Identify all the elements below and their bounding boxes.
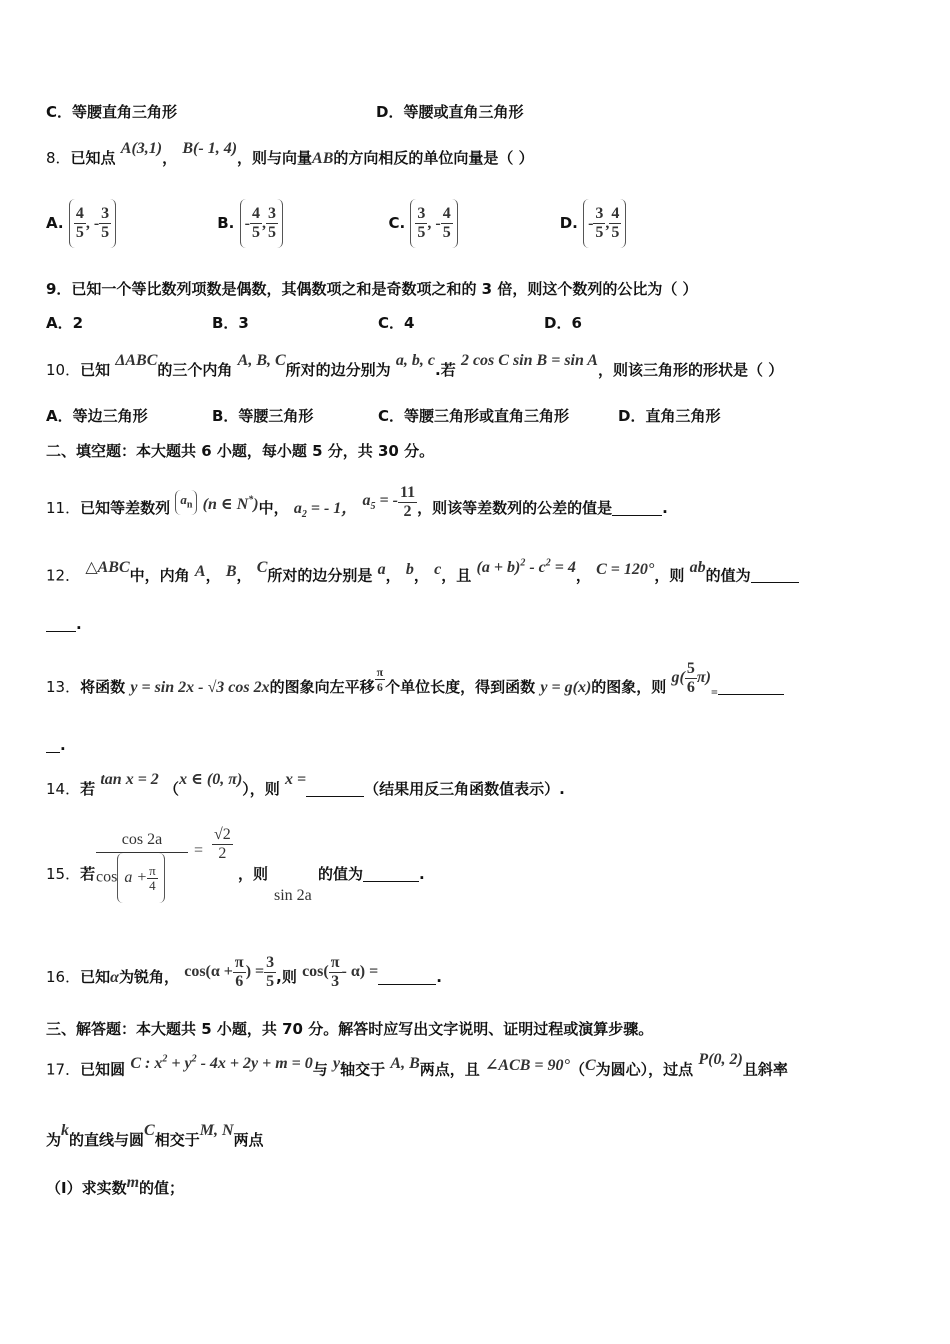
q7-option-c: C．等腰直角三角形	[46, 103, 178, 121]
q8-a-vector: $\frac{4}{5}$ , - $\frac{3}{5}$	[69, 199, 116, 248]
question-8: 8．已知点 A(3,1)， B(- 1, 4)，则与向量AB的方向相反的单位向量是（ ）	[46, 140, 534, 167]
q13-answer-blank-cont[interactable]	[46, 737, 60, 753]
point-b: B(- 1, 4)	[182, 140, 238, 157]
q11-domain: (n ∈ N*)	[202, 494, 259, 513]
question-9: 9．已知一个等比数列项数是偶数，其偶数项之和是奇数项之和的 3 倍，则这个数列的公比为（ ）	[46, 280, 698, 298]
q14-answer-blank[interactable]	[306, 781, 364, 797]
q15-rhs: $\frac{√2}{2}$	[214, 826, 231, 862]
q10-option-b: B．等腰三角形	[212, 407, 314, 425]
q8-c-vector: $\frac{3}{5}$ , - $\frac{4}{5}$	[410, 199, 457, 248]
question-12: 12． △ABC中，内角 A， B， C所对的边分别是 a， b， c，且 $(a + b)^2 - c^2 = 4$， C = 120°，则 ab的值为	[46, 562, 799, 586]
section-3-heading: 三、解答题：本大题共 5 小题，共 70 分。解答时应写出文字说明、证明过程或演算步骤。	[46, 1020, 654, 1038]
q15-answer-blank[interactable]	[363, 866, 419, 882]
section-2-heading: 二、填空题：本大题共 6 小题，每小题 5 分，共 30 分。	[46, 442, 435, 460]
question-14: 14．若 tan x = 2 （x ∈ (0, π)），则 x =（结果用反三角函数值表示）.	[46, 771, 565, 798]
q10-option-c: C．等腰三角形或直角三角形	[378, 407, 570, 425]
q8-option-a: A. $\frac{4}{5}$ , - $\frac{3}{5}$	[46, 199, 212, 248]
q8-d-vector: - $\frac{3}{5}$ , $\frac{4}{5}$	[583, 199, 626, 248]
q7-option-d: D．等腰或直角三角形	[376, 103, 524, 121]
vector-ab: AB	[312, 150, 334, 167]
q10-option-d: D．直角三角形	[618, 407, 721, 425]
q13-continuation: .	[46, 735, 66, 755]
q15-sin2a: sin 2a	[274, 887, 312, 904]
q8-option-c: C. $\frac{3}{5}$ , - $\frac{4}{5}$	[388, 199, 554, 248]
q15-equals: =	[194, 842, 204, 859]
q13-answer-blank[interactable]	[718, 679, 784, 695]
q8-b-vector: - $\frac{4}{5}$ , $\frac{3}{5}$	[240, 199, 283, 248]
q12-equation: $(a + b)^2 - c^2 = 4$	[476, 558, 576, 577]
q9-option-b: B．3	[212, 314, 249, 332]
question-11: 11．已知等差数列 $a_n$ (n ∈ N*)中， $a_2$ = - 1， $a_5$ = - $\frac{11}{2}$ ，则该等差数列的公差的值是 .	[46, 484, 668, 521]
circle-equation: C : $x^2 + y^2 - 4x + 2y + m = 0$	[130, 1054, 313, 1073]
q10-option-a: A．等边三角形	[46, 407, 148, 425]
q13-g-expression: g( $\frac{5}{6}$ π)	[671, 660, 711, 696]
sequence-an: $a_n$	[175, 490, 197, 516]
q16-equation-2: cos( $\frac{\pi}{3}$ - α) =	[302, 954, 379, 990]
question-13: 13．将函数 y = sin 2x - √3 cos 2x的图象向左平移 $\frac{\pi}{6}$ 个单位长度，得到函数 y = g(x)的图象，则 g( $\frac{5}{6}$ $\pi)_=$	[46, 670, 784, 707]
q10-equation: 2 cos C sin B = sin A	[460, 352, 598, 369]
q12-continuation: .	[46, 614, 82, 634]
q15-tail: ，则 的值为 .	[238, 865, 425, 883]
point-a: A(3,1)	[120, 140, 163, 157]
q9-options	[46, 313, 582, 333]
triangle-abc: ΔABC	[115, 352, 158, 369]
q17-line-2: 为k的直线与圆C相交于M, N两点	[46, 1122, 264, 1149]
q16-equation-1: cos(α + $\frac{\pi}{6}$ ) = $\frac{3}{5}$	[184, 954, 275, 990]
q15-fraction: cos 2a cos a + $\frac{\pi}{4}$	[96, 828, 188, 899]
q8-options	[46, 199, 626, 243]
q12-answer-blank[interactable]	[751, 567, 799, 583]
q11-a5: $a_5$ = -	[362, 492, 398, 513]
question-10: 10．已知 ΔABC的三个内角 A, B, C所对的边分别为 a, b, c.若 2 cos C sin B = sin A，则该三角形的形状是（ ）	[46, 352, 784, 379]
q9-option-a: A．2	[46, 314, 84, 332]
q8-option-d: D. - $\frac{3}{5}$ , $\frac{4}{5}$	[560, 199, 627, 248]
question-15: 15．若	[46, 865, 96, 883]
question-16: 16．已知α为锐角， cos(α + $\frac{\pi}{6}$ ) = $\frac{3}{5}$ ,则 cos( $\frac{\pi}{3}$ - α) = .	[46, 954, 442, 990]
q17-part-1: （Ⅰ）求实数m的值；	[46, 1174, 185, 1197]
q11-a2: $a_2$ = - 1，	[293, 500, 358, 521]
q12-answer-blank-cont[interactable]	[46, 616, 76, 632]
q9-option-d: D．6	[544, 314, 582, 332]
q16-answer-blank[interactable]	[378, 969, 436, 985]
q9-option-c: C．4	[378, 314, 415, 332]
question-17: 17．已知圆 C : $x^2 + y^2 - 4x + 2y + m = 0$与 y轴交于 A, B两点，且 ∠ACB = 90°（C为圆心），过点 P(0, 2)且斜率	[46, 1051, 788, 1079]
q10-options	[46, 406, 720, 426]
q8-number: 8．	[46, 149, 71, 167]
q13-function: y = sin 2x - √3 cos 2x	[130, 679, 270, 697]
q11-answer-blank[interactable]	[612, 500, 662, 516]
q8-option-b: B. - $\frac{4}{5}$ , $\frac{3}{5}$	[217, 199, 383, 248]
